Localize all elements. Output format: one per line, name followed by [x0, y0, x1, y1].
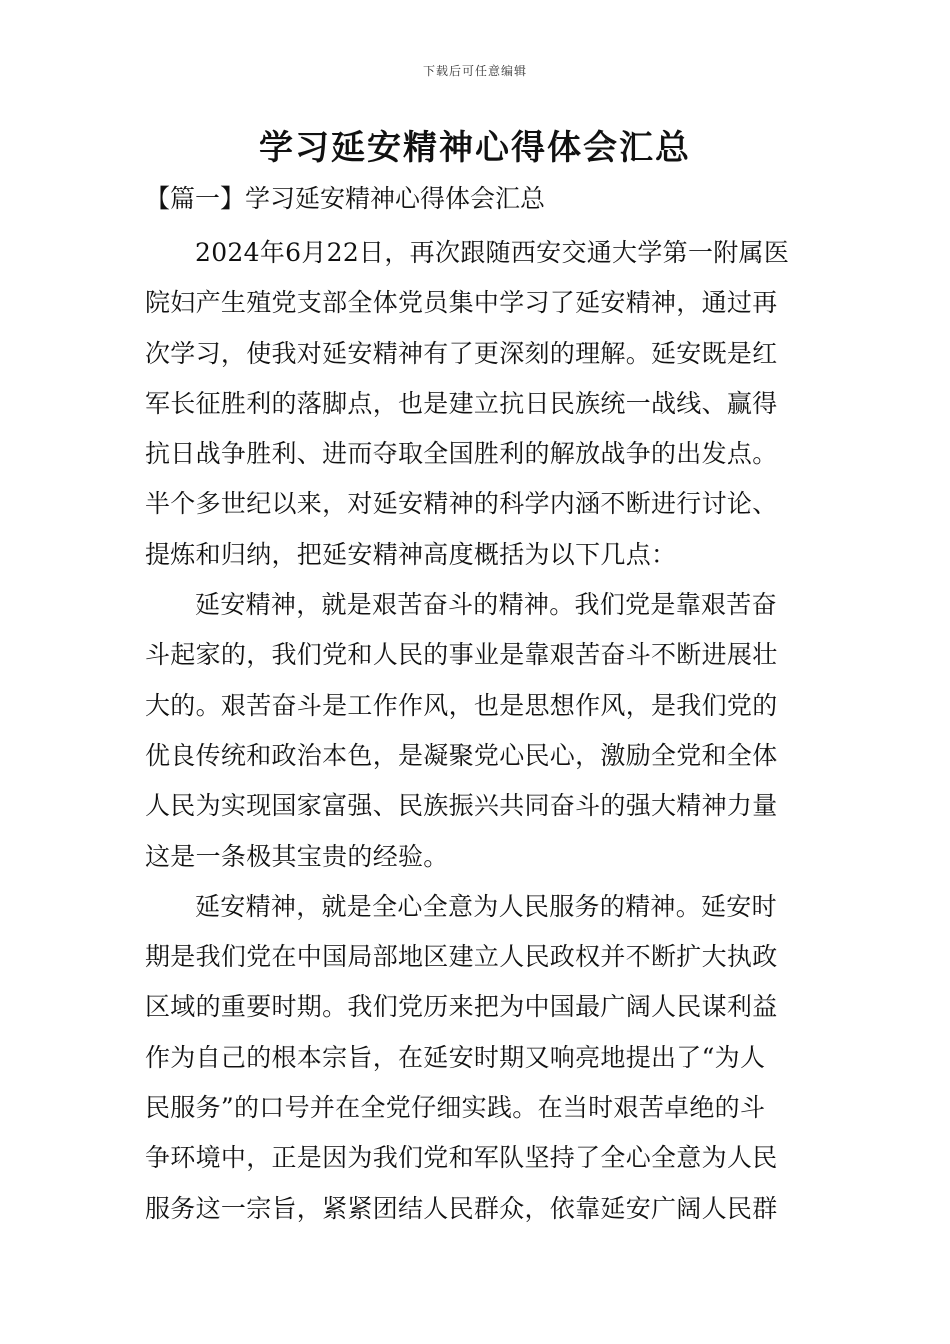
paragraph-line: 2024年6月22日，再次跟随西安交通大学第一附属医: [195, 238, 790, 267]
paragraph-line: 作为自己的根本宗旨，在延安时期又响亮地提出了“为人: [145, 1042, 766, 1072]
paragraph-3: [145, 882, 813, 1234]
paragraph-line: 服务这一宗旨，紧紧团结人民群众，依靠延安广阔人民群: [145, 1193, 778, 1223]
paragraph-line: 半个多世纪以来，对延安精神的科学内涵不断进行讨论、: [145, 489, 778, 519]
paragraph-line: 延安精神，就是全心全意为人民服务的精神。延安时: [195, 891, 777, 921]
paragraph-line: 人民为实现国家富强、民族振兴共同奋斗的强大精神力量: [145, 791, 778, 821]
paragraph-line: 这是一条极其宝贵的经验。: [145, 841, 449, 871]
document-title: 学习延安精神心得体会汇总: [259, 128, 691, 168]
body-text: [145, 228, 813, 1234]
paragraph-2: [145, 580, 813, 882]
header-note: 下载后可任意编辑: [422, 64, 527, 78]
paragraph-line: 次学习，使我对延安精神有了更深刻的理解。延安既是红: [145, 338, 778, 368]
paragraph-line: 民服务”的口号并在全党仔细实践。在当时艰苦卓绝的斗: [145, 1093, 766, 1123]
paragraph-line: 延安精神，就是艰苦奋斗的精神。我们党是靠艰苦奋: [195, 590, 777, 620]
paragraph-1: [145, 228, 813, 580]
section-heading: 【篇一】学习延安精神心得体会汇总: [145, 184, 546, 213]
paragraph-line: 争环境中，正是因为我们党和军队坚持了全心全意为人民: [145, 1143, 778, 1173]
paragraph-line: 斗起家的，我们党和人民的事业是靠艰苦奋斗不断进展壮: [145, 640, 778, 670]
paragraph-line: 区域的重要时期。我们党历来把为中国最广阔人民谋利益: [145, 992, 778, 1022]
paragraph-line: 院妇产生殖党支部全体党员集中学习了延安精神，通过再: [145, 288, 778, 318]
paragraph-line: 期是我们党在中国局部地区建立人民政权并不断扩大执政: [145, 942, 778, 972]
paragraph-line: 优良传统和政治本色，是凝聚党心民心，激励全党和全体: [145, 740, 778, 770]
paragraph-line: 提炼和归纳，把延安精神高度概括为以下几点：: [145, 539, 677, 569]
paragraph-line: 军长征胜利的落脚点，也是建立抗日民族统一战线、赢得: [145, 388, 778, 418]
paragraph-line: 抗日战争胜利、进而夺取全国胜利的解放战争的出发点。: [145, 439, 778, 469]
paragraph-line: 大的。艰苦奋斗是工作作风，也是思想作风，是我们党的: [145, 690, 778, 720]
